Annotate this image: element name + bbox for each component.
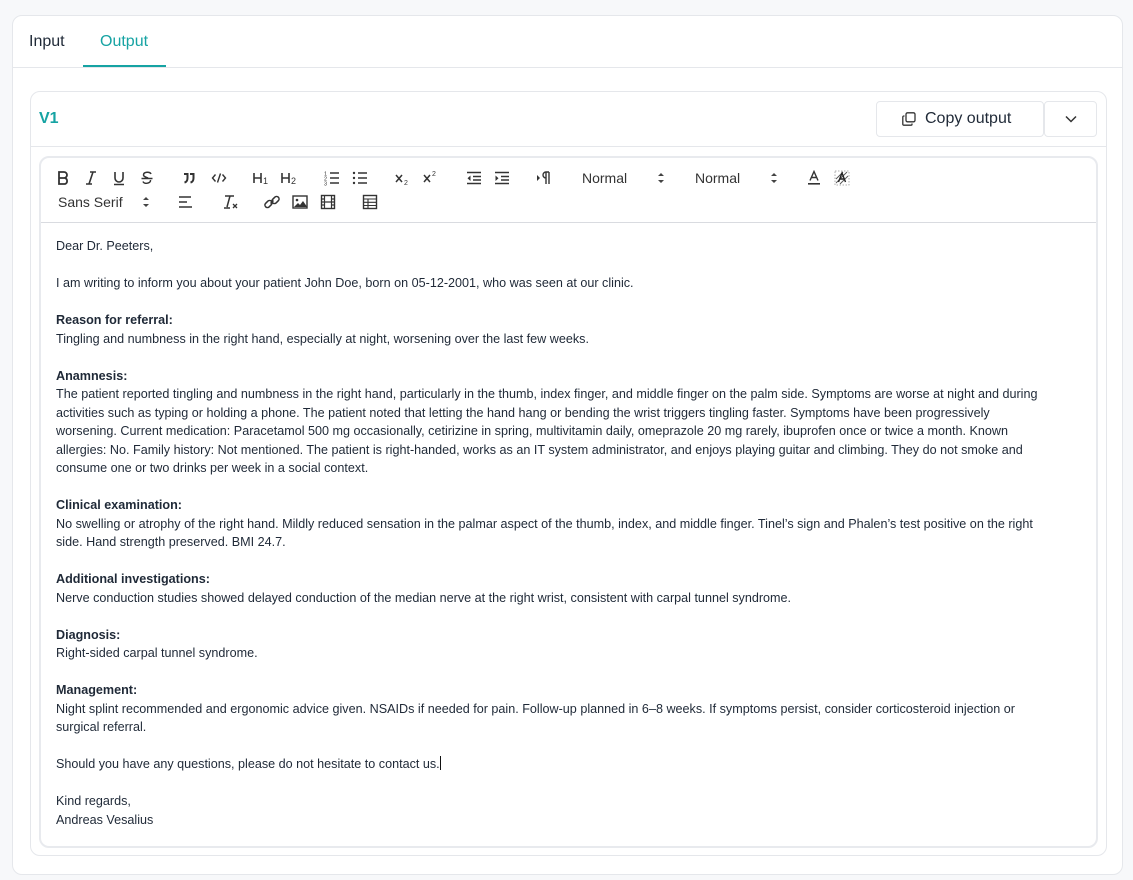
section-heading (56, 311, 1081, 330)
editor-toolbar (41, 158, 1096, 223)
rtl-icon[interactable] (536, 169, 554, 187)
section-line: No swelling or atrophy of the right hand. Mildly reduced sensation in the palmar aspect of the thumb, index, and middle finger. Tinel’s sign and Phalen’s test positive on the right (56, 516, 1033, 531)
letter-signature: Andreas Vesalius (56, 812, 154, 827)
updown-arrows-icon (770, 171, 778, 185)
header-select[interactable] (582, 169, 668, 187)
section-heading (56, 367, 1081, 386)
copy-output-button[interactable] (876, 101, 1044, 137)
h2-icon[interactable] (280, 169, 298, 187)
section-heading-text: Diagnosis: (56, 627, 121, 642)
section-line: consume one or two drinks per week in a social context. (56, 461, 369, 475)
size-select[interactable] (695, 169, 781, 187)
letter-closing-question (56, 755, 1081, 774)
version-header (31, 92, 1106, 147)
bullet-list-icon[interactable] (352, 169, 368, 187)
ordered-list-icon[interactable] (324, 169, 340, 187)
section-heading-text: Reason for referral: (56, 313, 173, 327)
video-icon[interactable] (320, 193, 336, 211)
font-color-icon[interactable] (806, 169, 822, 187)
subscript-icon[interactable] (394, 169, 410, 187)
editor-content[interactable] (56, 237, 1081, 829)
underline-icon[interactable] (112, 169, 126, 187)
font-select-value: Sans Serif (58, 194, 123, 210)
outdent-icon[interactable] (466, 169, 482, 187)
svg-text:2: 2 (432, 171, 436, 178)
header-select-value: Normal (582, 170, 628, 186)
section-line: side. Hand strength preserved. BMI 24.7. (56, 535, 286, 549)
code-block-icon[interactable] (211, 169, 227, 187)
section-heading (56, 626, 1081, 645)
updown-arrows-icon (657, 171, 665, 185)
version-panel (30, 91, 1107, 856)
tab-output[interactable]: Output (100, 33, 149, 50)
section-heading-text: Clinical examination: (56, 498, 182, 512)
closing-question-text: Should you have any questions, please do not hesitate to contact us. (56, 757, 440, 771)
superscript-icon[interactable] (422, 169, 438, 187)
rich-text-editor (39, 156, 1098, 848)
tab-input[interactable]: Input (29, 33, 65, 50)
copy-icon (902, 112, 916, 126)
bold-icon[interactable] (56, 169, 70, 187)
chevron-down-icon (1065, 115, 1077, 123)
version-label: V1 (39, 110, 59, 127)
updown-arrows-icon (142, 195, 150, 209)
section-heading (56, 681, 1081, 700)
svg-text:1: 1 (324, 171, 328, 178)
indent-icon[interactable] (494, 169, 510, 187)
align-icon[interactable] (178, 193, 194, 211)
svg-text:3: 3 (324, 181, 328, 186)
section-heading (56, 496, 1081, 515)
svg-text:1: 1 (263, 176, 269, 186)
strike-icon[interactable] (140, 169, 154, 187)
copy-output-label: Copy output (925, 110, 1012, 127)
svg-text:2: 2 (291, 176, 297, 186)
section-line: The patient reported tingling and numbness in the right hand, particularly in the thumb, index finger, and middle finger on the palm side. Symptoms are worse at night and during (56, 387, 1038, 401)
background-color-icon[interactable] (834, 169, 850, 187)
letter-greeting: Dear Dr. Peeters, (56, 239, 154, 253)
section-line: activities such as typing or holding a phone. The patient noted that letting the hand hang or bending the wrist triggers tingling faster. Symptoms have been progressively (56, 405, 990, 420)
active-tab-indicator (83, 65, 166, 67)
font-select[interactable] (58, 193, 154, 211)
section-line: Tingling and numbness in the right hand, especially at night, worsening over the last few weeks. (56, 331, 589, 346)
italic-icon[interactable] (84, 169, 98, 187)
section-line: Night splint recommended and ergonomic advice given. NSAIDs if needed for pain. Follow-up planned in 6–8 weeks. If symptoms persist, consider corticosteroid injection or (56, 701, 1016, 716)
letter-sign-off: Kind regards, (56, 794, 131, 808)
text-caret (440, 756, 441, 770)
svg-text:2: 2 (324, 176, 328, 183)
output-card (12, 15, 1123, 875)
clear-format-icon[interactable] (222, 193, 240, 211)
section-line: Right-sided carpal tunnel syndrome. (56, 646, 258, 660)
section-line: worsening. Current medication: Paracetamol 500 mg occasionally, cetirizine in spring, multivitamin daily, omeprazole 20 mg rarely, ibuprofen once or twice a month. Known (56, 424, 1008, 438)
size-select-value: Normal (695, 170, 741, 186)
svg-text:2: 2 (404, 180, 408, 186)
section-line: allergies: No. Family history: Not mentioned. The patient is right-handed, works as an IT system administrator, and enjoys playing guitar and climbing. They do not smoke and (56, 442, 1023, 457)
h1-icon[interactable] (252, 169, 270, 187)
blockquote-icon[interactable] (182, 169, 196, 187)
tab-bar (13, 16, 1122, 68)
section-line: surgical referral. (56, 720, 147, 734)
image-icon[interactable] (292, 193, 308, 211)
section-heading-text: Additional investigations: (56, 572, 210, 586)
section-heading-text: Anamnesis: (56, 368, 128, 383)
section-line: Nerve conduction studies showed delayed conduction of the median nerve at the right wrist, consistent with carpal tunnel syndrome. (56, 590, 792, 605)
letter-intro: I am writing to inform you about your patient John Doe, born on 05-12-2001, who was seen at our clinic. (56, 276, 634, 290)
table-icon[interactable] (362, 193, 378, 211)
section-heading-text: Management: (56, 683, 138, 697)
version-dropdown-button[interactable] (1044, 101, 1097, 137)
link-icon[interactable] (264, 193, 280, 211)
section-heading (56, 570, 1081, 589)
